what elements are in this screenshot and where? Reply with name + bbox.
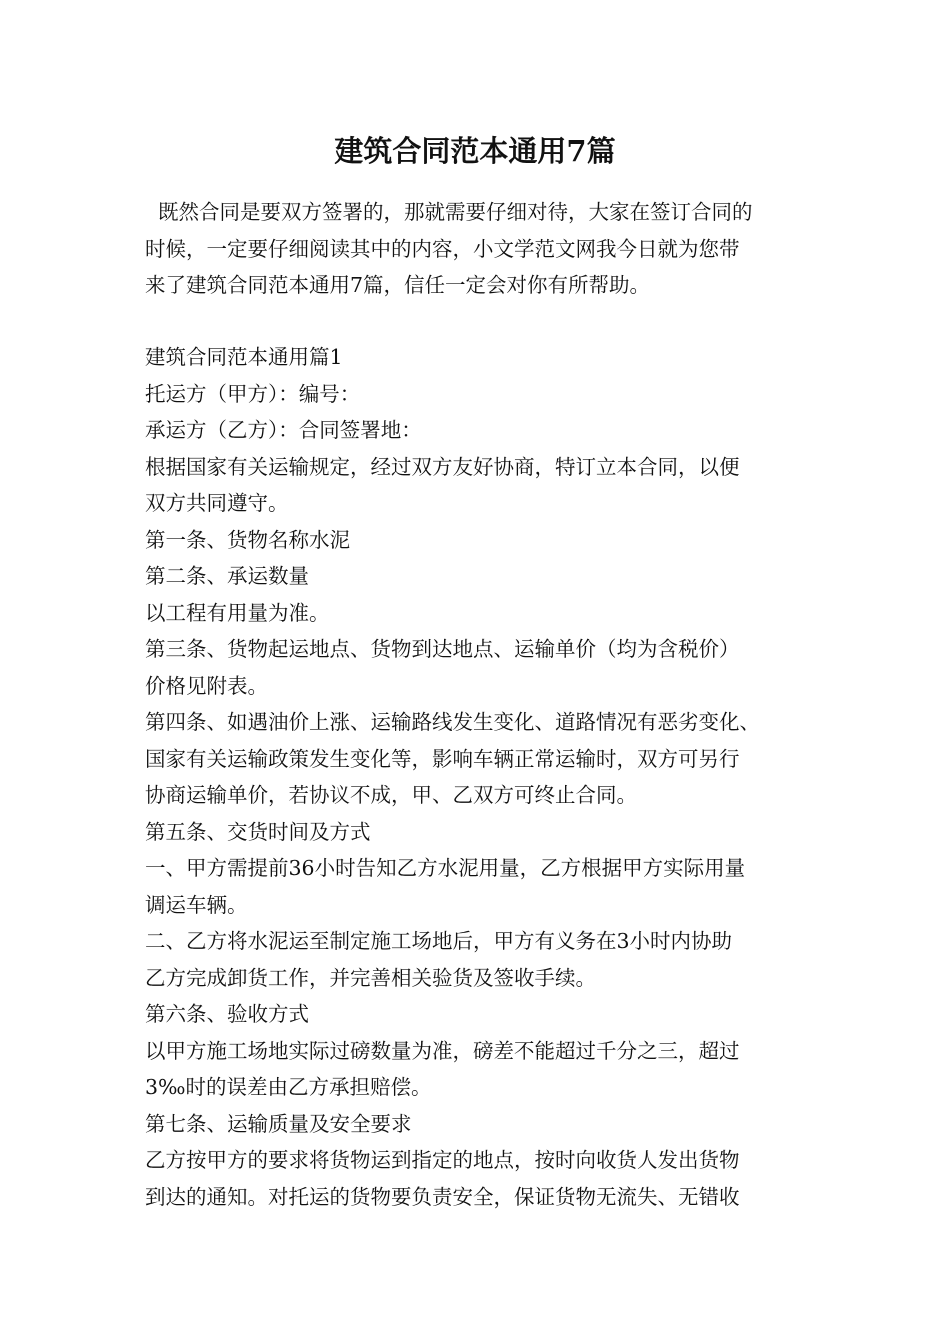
text-line: 根据国家有关运输规定，经过双方友好协商，特订立本合同，以便 [145,454,740,479]
text-line: 协商运输单价，若协议不成，甲、乙双方可终止合同。 [145,783,637,807]
text-line: 双方共同遵守。 [145,491,289,515]
text-line: 乙方完成卸货工作，并完善相关验货及签收手续。 [145,965,596,990]
text-line: 一、甲方需提前36小时告知乙方水泥用量，乙方根据甲方实际用量 [145,856,746,880]
text-line: 价格见附表。 [145,673,268,698]
intro-line: 既然合同是要双方签署的，那就需要仔细对待，大家在签订合同的 [145,200,753,224]
text-line: 承运方（乙方）：合同签署地： [145,418,422,442]
intro-line: 时候，一定要仔细阅读其中的内容，小文学范文网我今日就为您带 [145,236,740,261]
clause-heading: 第三条、货物起运地点、货物到达地点、运输单价（均为含税价） [145,637,740,661]
text-line: 二、乙方将水泥运至制定施工场地后，甲方有义务在3小时内协助 [145,929,733,953]
intro-paragraph [145,194,825,304]
section-heading: 建筑合同范本通用篇1 [145,345,343,369]
intro-line: 来了建筑合同范本通用7篇，信任一定会对你有所帮助。 [145,273,651,297]
clause-heading: 第六条、验收方式 [145,1002,309,1026]
text-line: 乙方按甲方的要求将货物运到指定的地点，按时向收货人发出货物 [145,1148,740,1172]
text-line: 以工程有用量为准。 [145,600,330,625]
text-line: 托运方（甲方）：编号： [145,381,361,406]
clause-heading: 第七条、运输质量及安全要求 [145,1111,412,1136]
text-line: 以甲方施工场地实际过磅数量为准，磅差不能超过千分之三，超过 [145,1038,740,1063]
text-line: 3‰时的误差由乙方承担赔偿。 [145,1075,432,1099]
contract-body [145,339,835,1215]
clause-heading: 第五条、交货时间及方式 [145,819,371,844]
clause-heading: 第四条、如遇油价上涨、运输路线发生变化、道路情况有恶劣变化、 [145,710,760,734]
text-line: 国家有关运输政策发生变化等，影响车辆正常运输时，双方可另行 [145,746,740,771]
clause-heading: 第二条、承运数量 [145,564,309,588]
text-line: 到达的通知。对托运的货物要负责安全，保证货物无流失、无错收 [145,1184,740,1209]
document-title: 建筑合同范本通用7篇 [334,134,616,168]
text-line: 调运车辆。 [145,892,248,917]
clause-heading: 第一条、货物名称水泥 [145,527,350,552]
